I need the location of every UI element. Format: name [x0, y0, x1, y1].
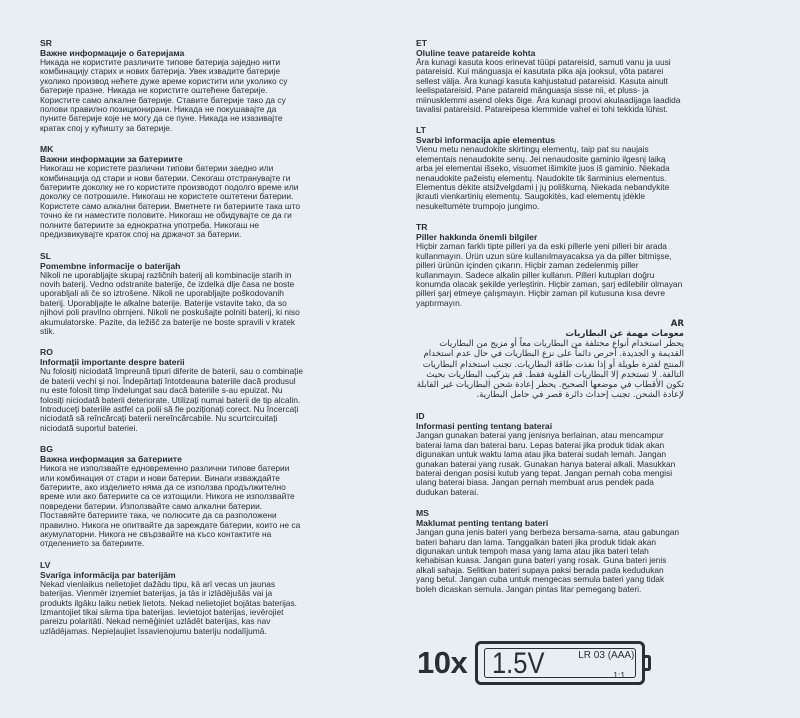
section-body: Jangan guna jenis bateri yang berbeza bersama-sama, atau gabungan bateri baharu dan lama. Tanggalkan bateri jika produk tidak akan digunakan untuk tempoh masa yang lama atau jika bateri telah kehabisan kuasa. Jangan guna bateri yang rosak. Guna bateri jenis alkali sahaja. Selitkan bateri supaya paksi berada pada kedudukan yang betul. Jangan cuba untuk mengecas semula bateri yang tidak boleh dicaskan semula. Jangan pintas litar pemegang bateri. — [416, 527, 680, 594]
section-body: Nu folosiți niciodată împreună tipuri diferite de baterii, sau o combinație de baterii vechi și noi. Îndepărtați întotdeauna bateriile dacă produsul nu este folosit timp îndelungat sau dacă bateriile s-au epuizat. Nu folosiți niciodată baterii deteriorate. Utilizați numai baterii de tip alcalin. Introduceți bateriile astfel ca polii să fie poziționați corect. Nu încercați niciodată să reîncărcați baterii nereîncărcabile. Nu scurtcircuitați niciodată suportul bateriei. — [40, 366, 304, 433]
language-section-bg — [40, 444, 305, 549]
section-body: يحظر استخدام أنواع مختلفة من البطاريات معاً أو مزيج من البطاريات القديمة و الجديدة. أحرص دائماً على نزع البطاريات في حال عدم استخدام المنتج لفترة طويلة أو إذا نفذت طاقة البطاريات. تجنب استخدام البطاريات التالفة. لا تستخدم إلا البطاريات القلوية فقط. قم بتركيب البطاريات بحيث تكون الأقطاب في موضعها الصحيح. يحظر إعادة شحن البطاريات غير القابلة لإعادة الشحن. تجنب إحداث دائرة قصر في حامل البطارية. — [416, 339, 684, 401]
section-heading: Svarbi informacija apie elementus — [416, 135, 555, 146]
language-section-mk — [40, 144, 305, 239]
section-heading: Informații importante despre baterii — [40, 357, 185, 368]
section-body: Jangan gunakan baterai yang jenisnya berlainan, atau mencampur baterai lama dan baterai baru. Lepas baterai jika produk tidak akan digunakan untuk waktu lama atau jika baterai sudah lemah. Jangan gunakan baterai yang rusak. Gunakan hanya baterai alkali. Masukkan baterai dengan posisi kutub yang tepat. Jangan pernah coba mengisi ulang baterai biasa. Jangan pernah membuat arus pendek pada dudukan baterai. — [416, 430, 676, 497]
section-heading: Piller hakkında önemli bilgiler — [416, 232, 538, 243]
language-code: TR — [416, 222, 428, 233]
section-heading: معومات مهمة عن البطاريات — [565, 329, 684, 340]
language-code: LV — [40, 559, 51, 570]
section-heading: Важна информация за батериите — [40, 454, 182, 465]
section-body: Никога не използвайте едновременно различни типове батерии или комбинация от стари и нови батерии. Винаги изваждайте батериите, ако изделието няма да се използва продължително време или ако батериите са се изтощили. Никога не използвайте повредени батерии. Използвайте само алкални батерии. Поставяйте батериите така, че полюсите да са разположени правилно. Никога не опитвайте да зареждате батерии, които не са акумулаторни. Никога не свързвайте на късо контактите на отделението за батериите. — [40, 463, 301, 549]
language-code: SR — [40, 38, 52, 48]
battery-icon — [475, 641, 645, 685]
section-body: Vienu metu nenaudokite skirtingų elementų, taip pat su naujais elementais nenaudokite senų. Jei nenaudosite gaminio ilgesnį laiką arba jei elementai išseko, visuomet išimkite juos iš gaminio. Niekada nenaudokite pažeistų elementų. Naudokite tik šarminius elementus. Elementus dėkite atsižvelgdami į jų poliškumą. Niekada nebandykite įkrauti vienkartinių elementų. Saugokitės, kad elementų įdėkle nesukeltumėte trumpojo jungimo. — [416, 144, 670, 211]
section-heading: Svarīga informācija par baterijām — [40, 569, 176, 580]
section-body: Ära kunagi kasuta koos erinevat tüüpi patareisid, samuti vanu ja uusi patareisid. Kui mänguasja ei kasutata pika aja jooksul, võta patarei sellest välja. Ära kunagi kasuta kahjustatud patareisid. Kasuta ainult leelispatareisid. Pane patareid mänguasja sisse nii, et pluss- ja miinusklemmi asend oleks õige. Ära kunagi proovi akulaadijaga laadida tavalisi patareisid. Patareipesa klemmide vahel ei tohi tekkida lühist. — [416, 57, 681, 115]
section-heading: Maklumat penting tentang bateri — [416, 518, 549, 529]
language-code: LT — [416, 125, 426, 136]
language-code: BG — [40, 444, 53, 455]
battery-voltage: 1.5V — [492, 647, 545, 680]
language-code: ID — [416, 411, 425, 422]
language-section-sr — [40, 38, 305, 133]
language-section-sl — [40, 251, 305, 337]
language-section-lv — [40, 560, 305, 636]
language-section-tr — [416, 222, 684, 308]
language-code: AR — [670, 319, 684, 330]
section-body: Nekad vienlaikus nelietojiet dažādu tipu, kā arī vecas un jaunas baterijas. Vienmēr izņemiet baterijas, ja tās ir izlādējušās vai ja produkts ilgāku laiku netiek lietots. Nekad nelietojiet bojātas baterijas. Izmantojiet tikai sārma tipa baterijas. Ievietojot baterijas, ievērojiet pareizu polaritāti. Nekad nemēģiniet uzlādēt baterijas, kas nav uzlādējamas. Nepieļaujiet īssavienojumu bateriju nodalījumā. — [40, 578, 297, 636]
language-section-ar — [416, 319, 684, 400]
section-heading: Informasi penting tentang baterai — [416, 421, 553, 432]
battery-terminal — [645, 655, 651, 671]
left-column — [40, 38, 305, 647]
section-body: Nikoli ne uporabljajte skupaj različnih baterij ali kombinacije starih in novih baterij. Vedno odstranite baterije, če izdelka dlje časa ne boste uporabljali ali če so iztrošene. Nikoli ne uporabljajte poškodovanih baterij. Uporabljajte le alkalne baterije. Baterije vstavite tako, da so njihovi poli pravilno obrnjeni. Nikoli ne poskušajte polniti baterij, ki niso akumulatorske. Pazite, da ležišč za baterije ne boste spravili v kratek stik. — [40, 269, 300, 336]
battery-spec — [417, 641, 651, 685]
battery-quantity: 10x — [417, 645, 468, 680]
section-heading: Важне информације о батеријама — [40, 48, 185, 58]
section-heading: Oluline teave patareide kohta — [416, 48, 536, 58]
battery-ratio: 1:1 — [613, 670, 626, 680]
language-code: RO — [40, 347, 53, 358]
language-section-id — [416, 411, 684, 497]
right-column — [416, 38, 684, 605]
battery-model: LR 03 (AAA) — [578, 650, 635, 661]
section-heading: Pomembne informacije o baterijah — [40, 260, 181, 271]
section-body: Hiçbir zaman farklı tipte pilleri ya da eski pillerle yeni pilleri bir arada kullanmayın. Ürün uzun süre kullanılmayacaksa ya da piller bitmişse, pilleri ürünün içinden çıkarın. Hiçbir zaman zedelenmiş piller kullanmayın. Sadece alkalin piller kullanın. Pilleri kutupları doğru konumda olacak şekilde yerleştirin. Hiçbir zaman, şarj edilebilir olmayan pilleri şarj etmeye çalışmayın. Hiçbir zaman pil kutusuna kısa devre yaptırmayın. — [416, 241, 683, 308]
language-section-et — [416, 38, 684, 114]
language-code: MK — [40, 144, 54, 155]
section-heading: Важни информации за батериите — [40, 154, 183, 165]
language-code: ET — [416, 38, 427, 48]
language-section-ms — [416, 508, 684, 594]
language-section-ro — [40, 347, 305, 433]
language-code: MS — [416, 508, 429, 519]
section-body: Никада не користите различите типове батерија заједно нити комбинацију старих и нових батерија. Увек извадите батерије уколико производ нећете дуже време користити или уколико су батерије празне. Никада не користите оштећене батерије. Користите само алкалне батерије. Ставите батерије тако да су полови правилно позиционирани. Никада не покушавајте да пуните батерије које не могу да се пуне. Никада не изазивајте кратак спој у кућишту за батерије. — [40, 57, 288, 133]
language-section-lt — [416, 125, 684, 211]
section-body: Никогаш не користете различни типови батерии заедно или комбинација од стари и нови батерии. Секогаш отстранувајте ги батериите доколку не го користите производот подолго време или доколку се потрошиле. Никогаш не користете оштетени батерии. Користете само алкални батерии. Вметнете ги батериите така што точно ќе ги наместите половите. Никогаш не обидувајте се да ги полните батериите за еднократна употреба. Никогаш не предизвикувајте краток спој на држачот за батерии. — [40, 163, 301, 240]
language-code: SL — [40, 250, 51, 261]
